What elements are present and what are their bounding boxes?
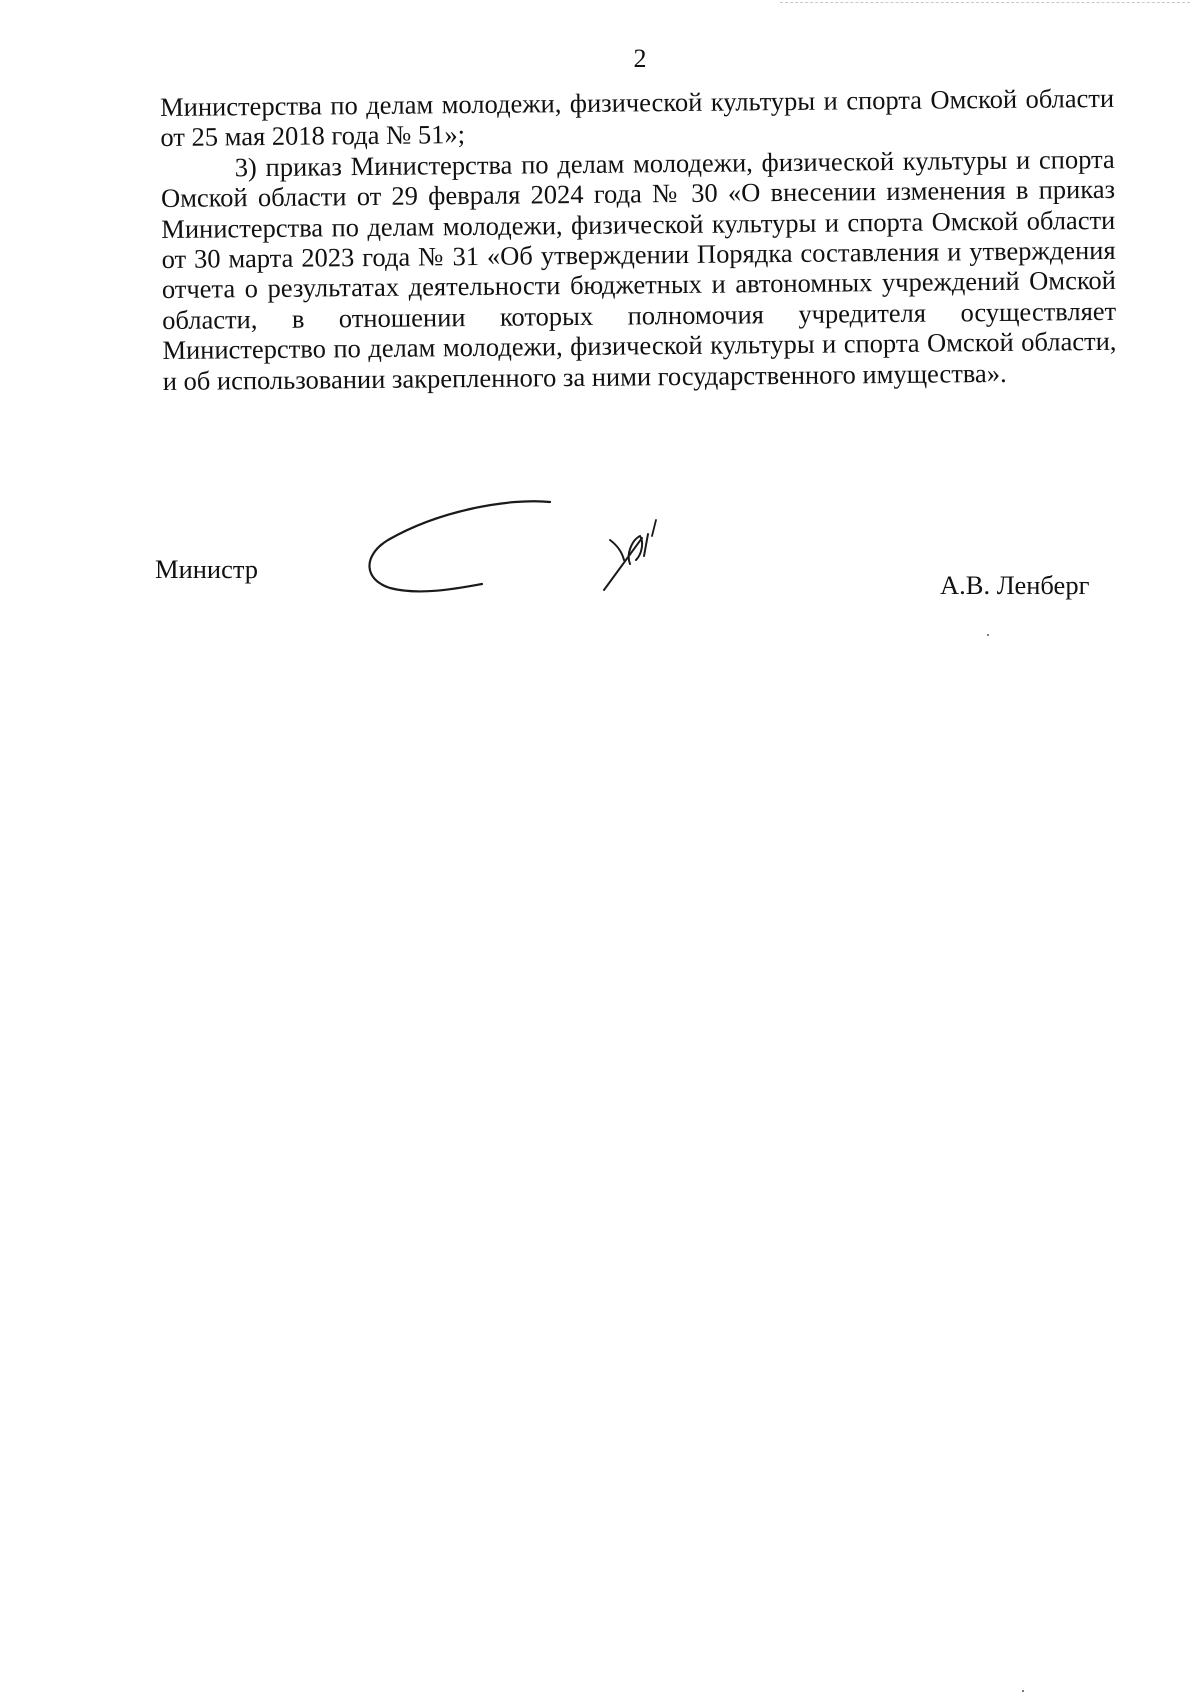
signatory-position: Министр — [155, 554, 259, 584]
scan-edge-artifact — [780, 2, 1190, 3]
scan-speck — [987, 634, 989, 636]
page-number: 2 — [633, 44, 647, 73]
paragraph-item-3: 3) приказ Министерства по делам молодежи, физической культуры и спорта Омской области от 29 февраля 2024 года № 30 «О внесении изменения в приказ Министерства по делам молодежи, физической культуры и спорта Омской области от 30 марта 2023 года № 31 «Об утверждении Порядка составления и утверждения отчета о результатах деятельности бюджетных и автономных учреждений Омской области, в отношении которых полномочия учредителя осуществляет Министерство по делам молодежи, физической культуры и спорта Омской области, и об использовании закрепленного за ними государственного имущества». — [160, 143, 1117, 396]
signatory-name: А.В. Ленберг — [940, 570, 1090, 600]
document-body — [160, 83, 1117, 396]
handwritten-signature — [360, 490, 680, 610]
paragraph-continuation: Министерства по делам молодежи, физической культуры и спорта Омской области от 25 мая 2018 года № 51»; — [160, 82, 1115, 153]
scan-speck — [1022, 1690, 1024, 1692]
